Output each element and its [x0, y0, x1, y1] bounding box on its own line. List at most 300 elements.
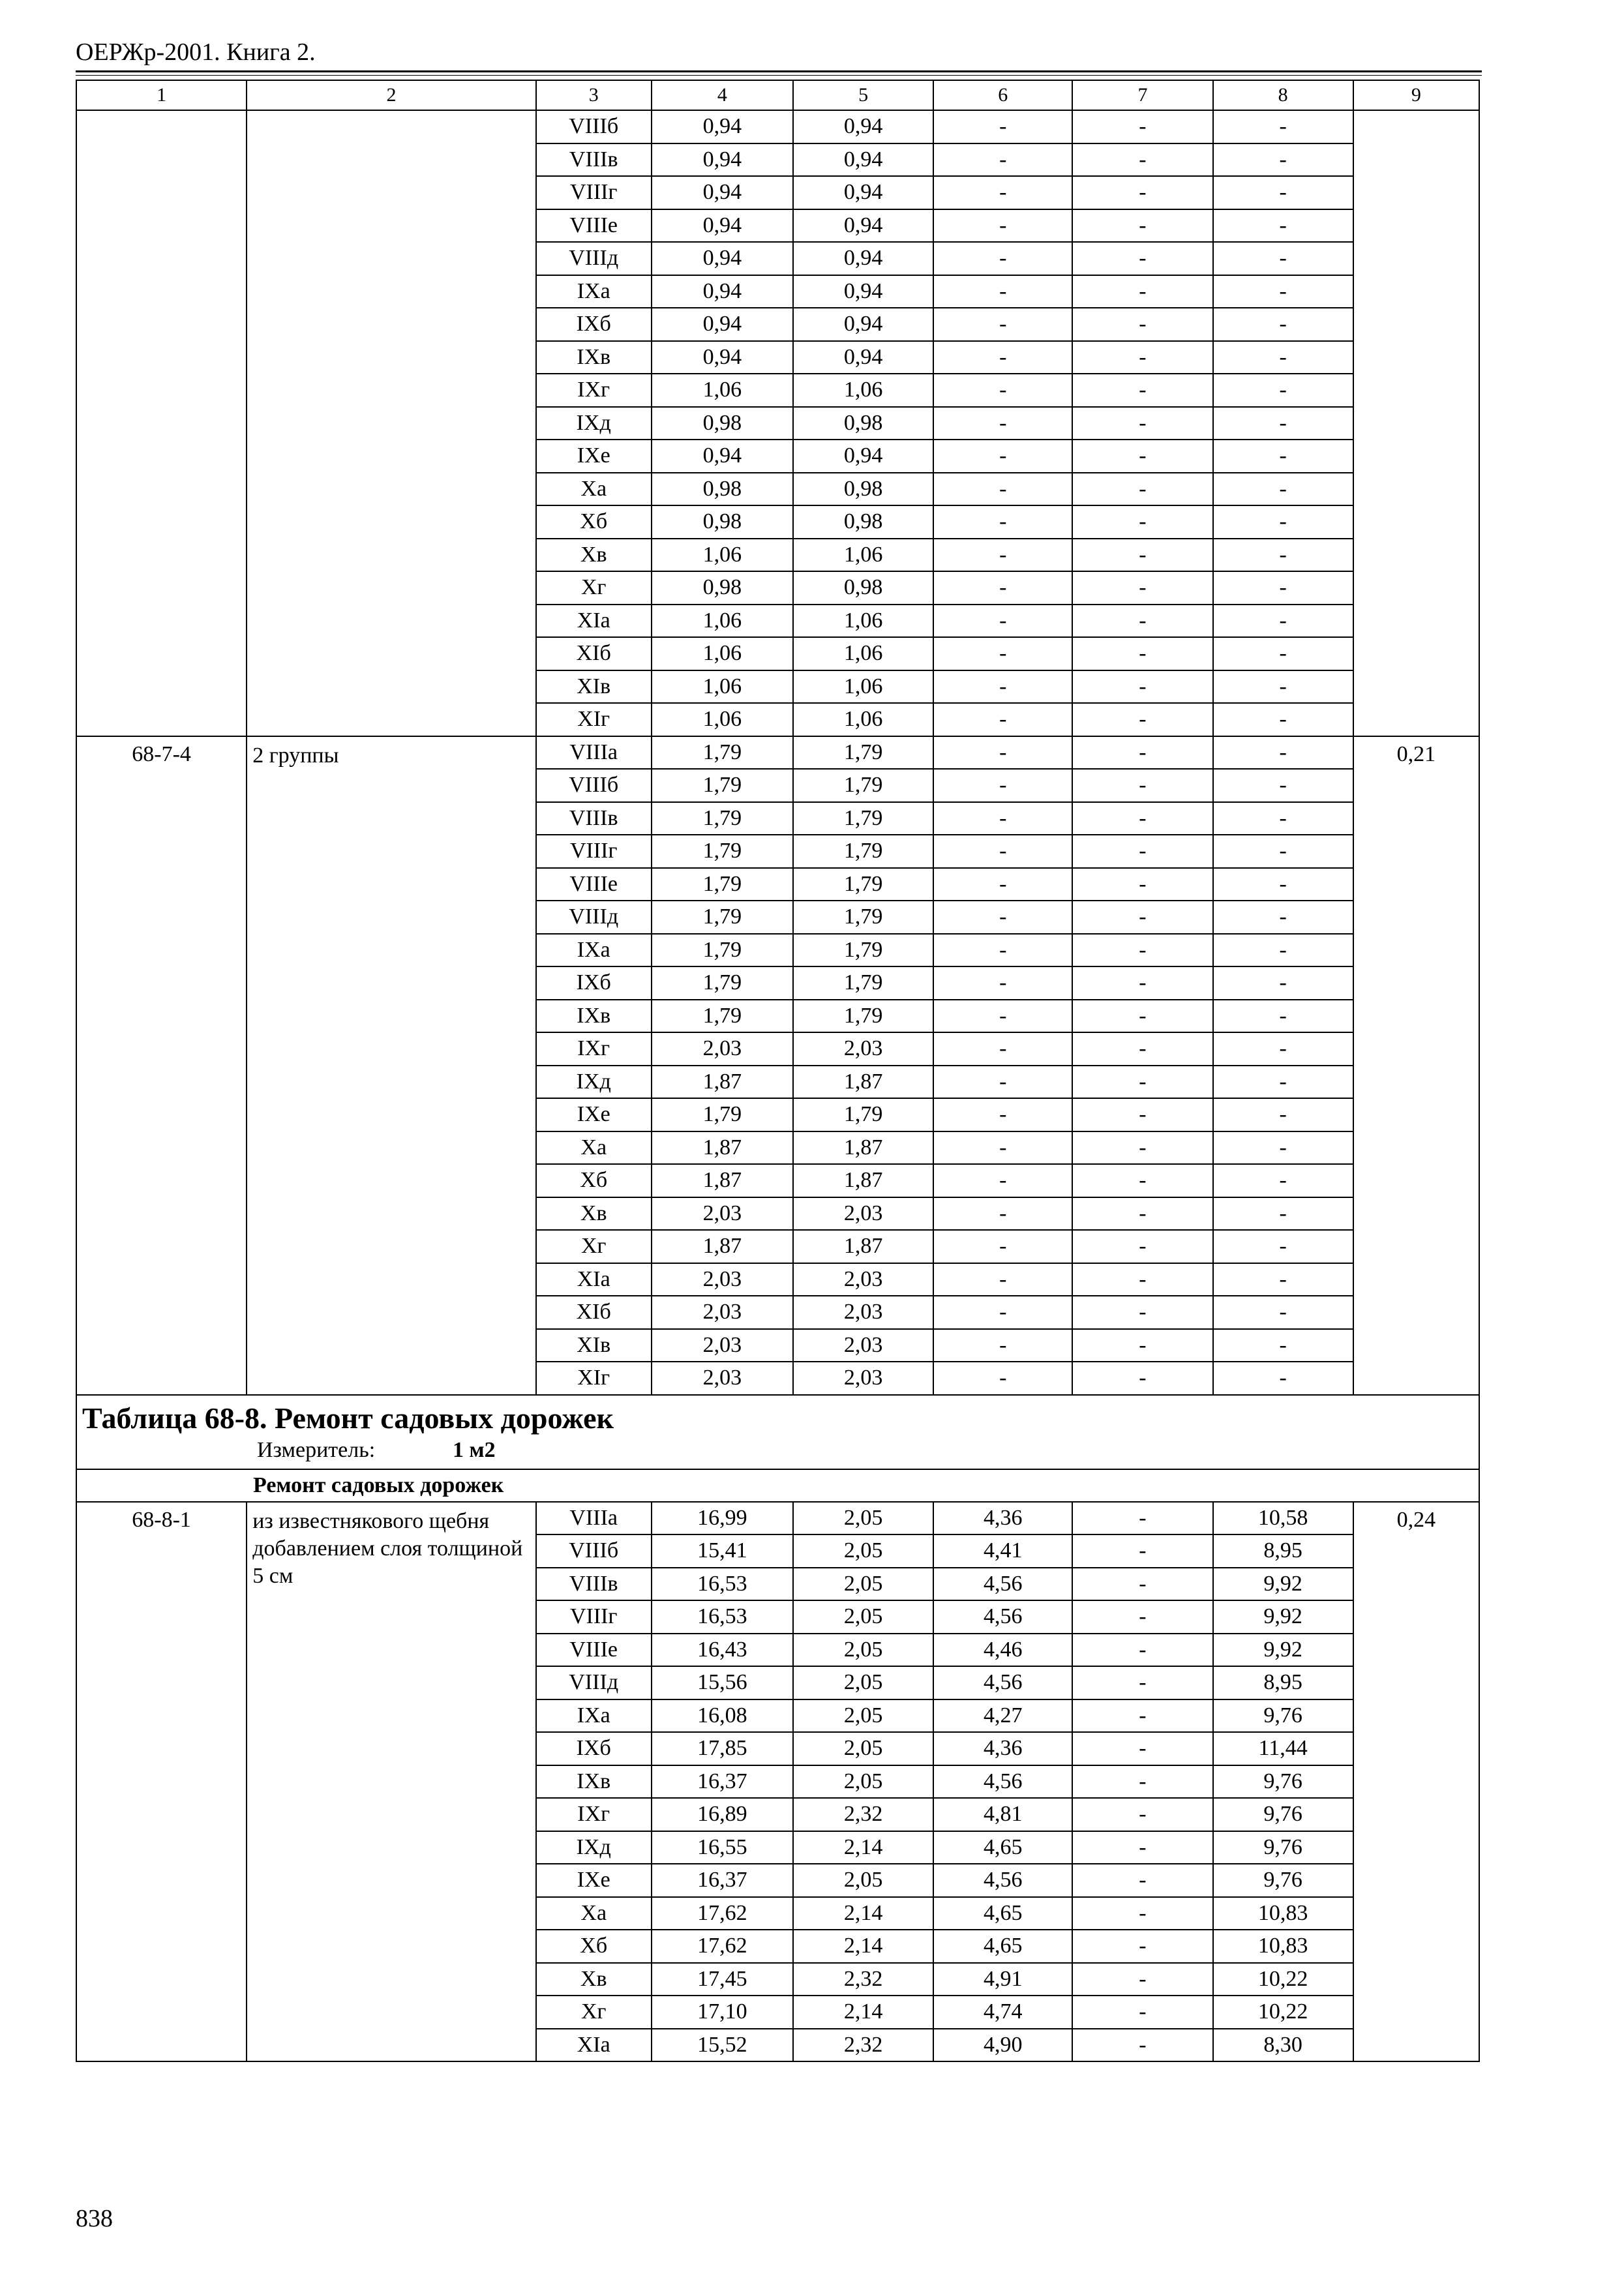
cell: 0,98 — [793, 407, 933, 440]
cell: - — [1213, 1296, 1353, 1329]
cell: 1,79 — [793, 966, 933, 1000]
cell: - — [1072, 802, 1212, 835]
cell: XIа — [536, 2029, 652, 2062]
cell: - — [1213, 934, 1353, 967]
cell: 1,87 — [652, 1066, 793, 1099]
cell: 1,79 — [652, 1098, 793, 1131]
cell: - — [1072, 934, 1212, 967]
cell: 1,87 — [793, 1164, 933, 1197]
cell: 4,56 — [933, 1864, 1072, 1897]
cell: 2,03 — [793, 1362, 933, 1395]
column-header: 8 — [1213, 80, 1353, 110]
measure-line — [257, 1436, 1473, 1465]
cell: 16,53 — [652, 1600, 793, 1634]
header-rule — [76, 70, 1482, 72]
cell: IXб — [536, 966, 652, 1000]
cell: - — [1213, 571, 1353, 605]
cell: - — [1072, 341, 1212, 374]
cell: 16,55 — [652, 1831, 793, 1864]
cell: - — [1213, 1066, 1353, 1099]
cell: 0,94 — [652, 308, 793, 341]
cell: - — [1072, 1066, 1212, 1099]
cell: - — [1072, 143, 1212, 177]
cell: - — [933, 176, 1072, 209]
cell: - — [1072, 1000, 1212, 1033]
cell: VIIIг — [536, 176, 652, 209]
cell: - — [933, 374, 1072, 407]
cell: IXе — [536, 1864, 652, 1897]
cell: 2,14 — [793, 1897, 933, 1930]
cell: - — [933, 1230, 1072, 1263]
cell: 2,03 — [652, 1362, 793, 1395]
cell: 2,05 — [793, 1534, 933, 1568]
cell: IXг — [536, 1798, 652, 1831]
rate-code — [76, 110, 247, 736]
column-header: 2 — [247, 80, 535, 110]
cell: - — [1213, 868, 1353, 901]
cell: IXг — [536, 1032, 652, 1066]
cell: 0,94 — [793, 209, 933, 243]
cell: 2,03 — [793, 1329, 933, 1362]
cell: - — [1072, 1296, 1212, 1329]
cell: - — [1213, 176, 1353, 209]
cell: Xб — [536, 505, 652, 539]
cell: 0,94 — [652, 110, 793, 143]
cell: 0,98 — [652, 505, 793, 539]
cell: 2,05 — [793, 1732, 933, 1765]
column-header: 4 — [652, 80, 793, 110]
cell: - — [1213, 769, 1353, 802]
cell: - — [1072, 670, 1212, 704]
cell: - — [1072, 1032, 1212, 1066]
cell: 0,94 — [652, 341, 793, 374]
cell: - — [1213, 1362, 1353, 1395]
cell: 1,79 — [652, 736, 793, 770]
cell: 9,76 — [1213, 1864, 1353, 1897]
cell: - — [1213, 473, 1353, 506]
cell: 2,03 — [793, 1263, 933, 1296]
cell: - — [933, 703, 1072, 736]
cell: 10,22 — [1213, 1996, 1353, 2029]
cell: XIа — [536, 1263, 652, 1296]
cell: VIIIв — [536, 802, 652, 835]
cell: 1,79 — [652, 868, 793, 901]
cell: - — [1072, 1329, 1212, 1362]
cell: 1,79 — [793, 1098, 933, 1131]
cell: 1,06 — [793, 703, 933, 736]
cell: - — [1072, 605, 1212, 638]
cell: IXб — [536, 308, 652, 341]
cell: 15,52 — [652, 2029, 793, 2062]
cell: - — [1072, 176, 1212, 209]
cell: IXд — [536, 1066, 652, 1099]
cell: IXа — [536, 934, 652, 967]
cell: - — [933, 110, 1072, 143]
cell: 16,53 — [652, 1568, 793, 1601]
cell: 16,08 — [652, 1699, 793, 1733]
cell: 8,30 — [1213, 2029, 1353, 2062]
cell: 15,56 — [652, 1666, 793, 1699]
cell: - — [933, 901, 1072, 934]
cell: 1,06 — [793, 374, 933, 407]
estimate-table — [76, 80, 1480, 2062]
cell: - — [1072, 308, 1212, 341]
cell: IXг — [536, 374, 652, 407]
cell: 2,14 — [793, 1930, 933, 1963]
cell: Xа — [536, 1131, 652, 1165]
cell: - — [1213, 703, 1353, 736]
cell: - — [1213, 539, 1353, 572]
cell: - — [1213, 1098, 1353, 1131]
cell: - — [1072, 374, 1212, 407]
cell: 0,98 — [652, 571, 793, 605]
cell: 1,06 — [793, 605, 933, 638]
cell: 4,56 — [933, 1765, 1072, 1799]
cell: - — [1072, 966, 1212, 1000]
cell: 4,65 — [933, 1831, 1072, 1864]
column-header-row — [76, 80, 1479, 110]
coefficient — [1353, 110, 1479, 736]
cell: 0,94 — [652, 440, 793, 473]
cell: - — [933, 868, 1072, 901]
cell: VIIIд — [536, 901, 652, 934]
cell: - — [933, 473, 1072, 506]
cell: IXв — [536, 1765, 652, 1799]
cell: 0,94 — [793, 242, 933, 275]
cell: - — [1213, 110, 1353, 143]
cell: - — [1072, 571, 1212, 605]
cell: - — [1072, 1230, 1212, 1263]
cell: Xв — [536, 539, 652, 572]
cell: 1,79 — [652, 966, 793, 1000]
cell: - — [1213, 637, 1353, 670]
cell: Xв — [536, 1197, 652, 1231]
cell: - — [933, 835, 1072, 868]
cell: - — [933, 341, 1072, 374]
cell: 2,03 — [652, 1329, 793, 1362]
column-header: 5 — [793, 80, 933, 110]
cell: 2,32 — [793, 1963, 933, 1996]
cell: 10,22 — [1213, 1963, 1353, 1996]
cell: - — [1072, 440, 1212, 473]
column-header: 1 — [76, 80, 247, 110]
cell: - — [1213, 966, 1353, 1000]
cell: - — [1213, 1230, 1353, 1263]
cell: - — [1213, 440, 1353, 473]
coefficient: 0,24 — [1353, 1502, 1479, 2062]
cell: 16,99 — [652, 1502, 793, 1535]
cell: 1,06 — [793, 539, 933, 572]
cell: - — [1072, 703, 1212, 736]
header-rule-thin — [76, 75, 1482, 76]
cell: - — [1213, 605, 1353, 638]
cell: - — [1072, 505, 1212, 539]
document-header: ОЕРЖр-2001. Книга 2. — [76, 38, 316, 66]
cell: - — [1072, 1634, 1212, 1667]
cell: - — [1072, 473, 1212, 506]
cell: 4,56 — [933, 1568, 1072, 1601]
cell: 1,87 — [793, 1131, 933, 1165]
table-row — [76, 110, 1479, 143]
cell: - — [1072, 1197, 1212, 1231]
cell: 4,91 — [933, 1963, 1072, 1996]
cell: 0,94 — [793, 275, 933, 308]
cell: VIIIб — [536, 1534, 652, 1568]
cell: - — [933, 1066, 1072, 1099]
cell: - — [1072, 901, 1212, 934]
cell: 2,03 — [652, 1032, 793, 1066]
cell: XIг — [536, 703, 652, 736]
cell: 0,94 — [652, 143, 793, 177]
cell: 2,05 — [793, 1502, 933, 1535]
cell: VIIIг — [536, 1600, 652, 1634]
cell: 2,05 — [793, 1699, 933, 1733]
cell: - — [1072, 1831, 1212, 1864]
cell: - — [933, 670, 1072, 704]
cell: - — [933, 605, 1072, 638]
cell: - — [933, 1032, 1072, 1066]
cell: 0,94 — [793, 110, 933, 143]
cell: VIIIб — [536, 110, 652, 143]
cell: - — [1072, 835, 1212, 868]
cell: 2,05 — [793, 1864, 933, 1897]
cell: IXв — [536, 1000, 652, 1033]
section-subheading: Ремонт садовых дорожек — [76, 1469, 1479, 1502]
cell: 0,94 — [793, 308, 933, 341]
cell: - — [933, 966, 1072, 1000]
cell: 15,41 — [652, 1534, 793, 1568]
cell: - — [933, 1098, 1072, 1131]
cell: 0,98 — [652, 407, 793, 440]
cell: - — [1072, 1864, 1212, 1897]
work-description — [247, 110, 535, 736]
cell: - — [933, 1164, 1072, 1197]
cell: 2,05 — [793, 1568, 933, 1601]
table-row — [76, 736, 1479, 770]
coefficient: 0,21 — [1353, 736, 1479, 1395]
cell: 16,43 — [652, 1634, 793, 1667]
cell: - — [1213, 802, 1353, 835]
cell: 1,06 — [652, 703, 793, 736]
cell: 1,87 — [652, 1164, 793, 1197]
cell: 1,79 — [793, 802, 933, 835]
cell: 1,06 — [652, 539, 793, 572]
cell: - — [933, 1362, 1072, 1395]
cell: - — [933, 1296, 1072, 1329]
cell: - — [1213, 341, 1353, 374]
table-row — [76, 1502, 1479, 1535]
cell: - — [1213, 1131, 1353, 1165]
cell: Xг — [536, 1996, 652, 2029]
cell: - — [1213, 275, 1353, 308]
cell: 1,79 — [793, 868, 933, 901]
column-header: 7 — [1072, 80, 1212, 110]
cell: 0,94 — [652, 242, 793, 275]
cell: - — [1072, 539, 1212, 572]
cell: 1,87 — [793, 1066, 933, 1099]
cell: IXв — [536, 341, 652, 374]
cell: 1,06 — [793, 637, 933, 670]
cell: 1,79 — [793, 835, 933, 868]
cell: IXд — [536, 407, 652, 440]
cell: IXд — [536, 1831, 652, 1864]
cell: - — [1213, 505, 1353, 539]
cell: 1,06 — [793, 670, 933, 704]
cell: 1,79 — [793, 901, 933, 934]
cell: 4,65 — [933, 1930, 1072, 1963]
cell: - — [1072, 407, 1212, 440]
cell: 2,05 — [793, 1600, 933, 1634]
table-title: Таблица 68-8. Ремонт садовых дорожек — [82, 1401, 614, 1435]
cell: 9,92 — [1213, 1634, 1353, 1667]
cell: XIв — [536, 670, 652, 704]
cell: 16,37 — [652, 1864, 793, 1897]
cell: - — [933, 571, 1072, 605]
cell: - — [1072, 1098, 1212, 1131]
cell: - — [1213, 1197, 1353, 1231]
cell: 1,06 — [652, 637, 793, 670]
cell: 10,83 — [1213, 1897, 1353, 1930]
cell: 4,65 — [933, 1897, 1072, 1930]
cell: - — [1072, 275, 1212, 308]
cell: 17,85 — [652, 1732, 793, 1765]
cell: - — [1072, 868, 1212, 901]
cell: 10,83 — [1213, 1930, 1353, 1963]
cell: - — [1072, 209, 1212, 243]
cell: 4,74 — [933, 1996, 1072, 2029]
cell: IXа — [536, 275, 652, 308]
cell: - — [1072, 1897, 1212, 1930]
cell: 4,90 — [933, 2029, 1072, 2062]
cell: - — [933, 1197, 1072, 1231]
cell: - — [1072, 769, 1212, 802]
cell: 1,06 — [652, 374, 793, 407]
cell: 0,94 — [652, 176, 793, 209]
cell: - — [1072, 1930, 1212, 1963]
cell: 1,79 — [652, 934, 793, 967]
cell: - — [1072, 736, 1212, 770]
column-header: 9 — [1353, 80, 1479, 110]
cell: - — [933, 505, 1072, 539]
cell: - — [1213, 1000, 1353, 1033]
cell: - — [1072, 1164, 1212, 1197]
cell: - — [1213, 670, 1353, 704]
cell: 0,94 — [793, 440, 933, 473]
cell: 1,79 — [652, 769, 793, 802]
cell: 8,95 — [1213, 1666, 1353, 1699]
cell: - — [1072, 242, 1212, 275]
cell: Xб — [536, 1930, 652, 1963]
cell: XIв — [536, 1329, 652, 1362]
cell: Xа — [536, 473, 652, 506]
cell: VIIIе — [536, 868, 652, 901]
cell: - — [1072, 637, 1212, 670]
cell: 1,79 — [793, 934, 933, 967]
cell: - — [933, 736, 1072, 770]
cell: 1,79 — [652, 901, 793, 934]
cell: - — [933, 209, 1072, 243]
column-header: 3 — [536, 80, 652, 110]
cell: - — [933, 242, 1072, 275]
cell: 17,45 — [652, 1963, 793, 1996]
cell: 2,14 — [793, 1831, 933, 1864]
cell: - — [1213, 736, 1353, 770]
cell: - — [1072, 2029, 1212, 2062]
cell: 4,41 — [933, 1534, 1072, 1568]
cell: - — [933, 1329, 1072, 1362]
cell: 1,79 — [793, 769, 933, 802]
cell: - — [1213, 835, 1353, 868]
table-caption — [76, 1395, 1479, 1469]
cell: 4,36 — [933, 1732, 1072, 1765]
cell: - — [1213, 1263, 1353, 1296]
cell: 4,56 — [933, 1666, 1072, 1699]
cell: VIIIд — [536, 1666, 652, 1699]
column-header: 6 — [933, 80, 1072, 110]
cell: - — [1072, 1996, 1212, 2029]
cell: - — [1072, 1699, 1212, 1733]
cell: 1,06 — [652, 670, 793, 704]
cell: - — [1072, 1131, 1212, 1165]
cell: Xг — [536, 571, 652, 605]
cell: 16,37 — [652, 1765, 793, 1799]
cell: 4,46 — [933, 1634, 1072, 1667]
page-number: 838 — [76, 2205, 113, 2232]
cell: XIб — [536, 637, 652, 670]
cell: 2,32 — [793, 1798, 933, 1831]
cell: 0,98 — [793, 571, 933, 605]
cell: - — [1213, 308, 1353, 341]
cell: - — [1072, 1732, 1212, 1765]
cell: 1,87 — [652, 1131, 793, 1165]
subheading-row — [76, 1469, 1479, 1502]
cell: 2,05 — [793, 1666, 933, 1699]
cell: - — [1213, 1329, 1353, 1362]
cell: - — [933, 308, 1072, 341]
cell: XIг — [536, 1362, 652, 1395]
table-body — [76, 80, 1479, 2061]
cell: 1,79 — [652, 802, 793, 835]
cell: - — [1072, 110, 1212, 143]
cell: 2,03 — [652, 1296, 793, 1329]
cell: 9,92 — [1213, 1600, 1353, 1634]
cell: Xа — [536, 1897, 652, 1930]
cell: - — [933, 769, 1072, 802]
cell: - — [1072, 1502, 1212, 1535]
cell: - — [933, 440, 1072, 473]
cell: - — [1213, 407, 1353, 440]
cell: VIIIг — [536, 835, 652, 868]
cell: 8,95 — [1213, 1534, 1353, 1568]
cell: 9,76 — [1213, 1699, 1353, 1733]
cell: VIIIд — [536, 242, 652, 275]
cell: XIа — [536, 605, 652, 638]
cell: VIIIв — [536, 1568, 652, 1601]
cell: 0,94 — [793, 176, 933, 209]
cell: 9,76 — [1213, 1798, 1353, 1831]
cell: - — [1213, 1164, 1353, 1197]
cell: 11,44 — [1213, 1732, 1353, 1765]
cell: 4,27 — [933, 1699, 1072, 1733]
cell: 2,03 — [793, 1032, 933, 1066]
cell: - — [1072, 1798, 1212, 1831]
cell: 1,06 — [652, 605, 793, 638]
cell: - — [1213, 209, 1353, 243]
cell: 1,79 — [652, 1000, 793, 1033]
measure-label: Измеритель: — [257, 1437, 376, 1462]
cell: Xб — [536, 1164, 652, 1197]
cell: 0,94 — [793, 143, 933, 177]
